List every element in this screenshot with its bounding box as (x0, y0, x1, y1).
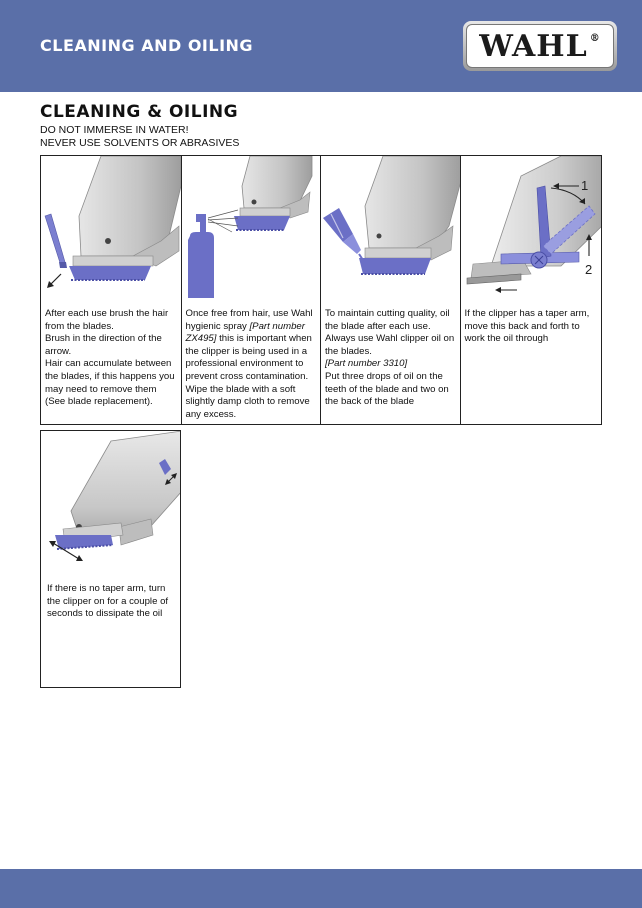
steps-grid (40, 155, 602, 425)
step-2-cell (182, 156, 322, 424)
step-1-text: After each use brush the hair from the blades. Brush in the direction of the arrow. Hair can accumulate between the blades, if this happens you may need to remove them (See blade replacement). (45, 308, 175, 408)
step-2-text: Once free from hair, use Wahl hygienic spray [Part number ZX495] this is important when the clipper is being used in a professional environment to prevent cross contamination. Wipe the blade with a soft slightly damp cloth to remove any excess. (185, 308, 313, 420)
logo-text: WAHL (479, 28, 588, 64)
step-3-cell (321, 156, 461, 424)
header-band (0, 0, 642, 92)
run-clipper-illustration (41, 431, 181, 581)
brush-clipper-illustration (41, 156, 182, 306)
page-header-title: CLEANING AND OILING (40, 36, 254, 55)
step-4-text: If the clipper has a taper arm, move this back and forth to work the oil through (464, 308, 590, 345)
spray-clipper-illustration (182, 156, 322, 306)
wahl-logo (463, 21, 617, 71)
warning-immerse: DO NOT IMMERSE IN WATER! (40, 124, 189, 136)
step-5-text: If there is no taper arm, turn the clipper on for a couple of seconds to dissipate the oil (47, 583, 169, 620)
section-title: CLEANING & OILING (40, 102, 239, 122)
taper-label-1: 1 (580, 178, 588, 193)
wahl-logo-inner (466, 24, 614, 68)
step-4-cell (461, 156, 602, 424)
oil-clipper-illustration (321, 156, 461, 306)
logo-registered-mark: ® (589, 32, 601, 44)
footer-band (0, 869, 642, 908)
warning-solvents: NEVER USE SOLVENTS OR ABRASIVES (40, 137, 240, 149)
taper-label-2: 2 (584, 262, 592, 277)
step-1-cell (41, 156, 182, 424)
step-5-cell (40, 430, 181, 688)
step-3-text: To maintain cutting quality, oil the blade after each use. Always use Wahl clipper oil on the blades. [Part number 3310] Put three drops of oil on the teeth of the blade and two on the back of the blade (325, 308, 455, 408)
taper-arm-illustration (461, 156, 602, 306)
